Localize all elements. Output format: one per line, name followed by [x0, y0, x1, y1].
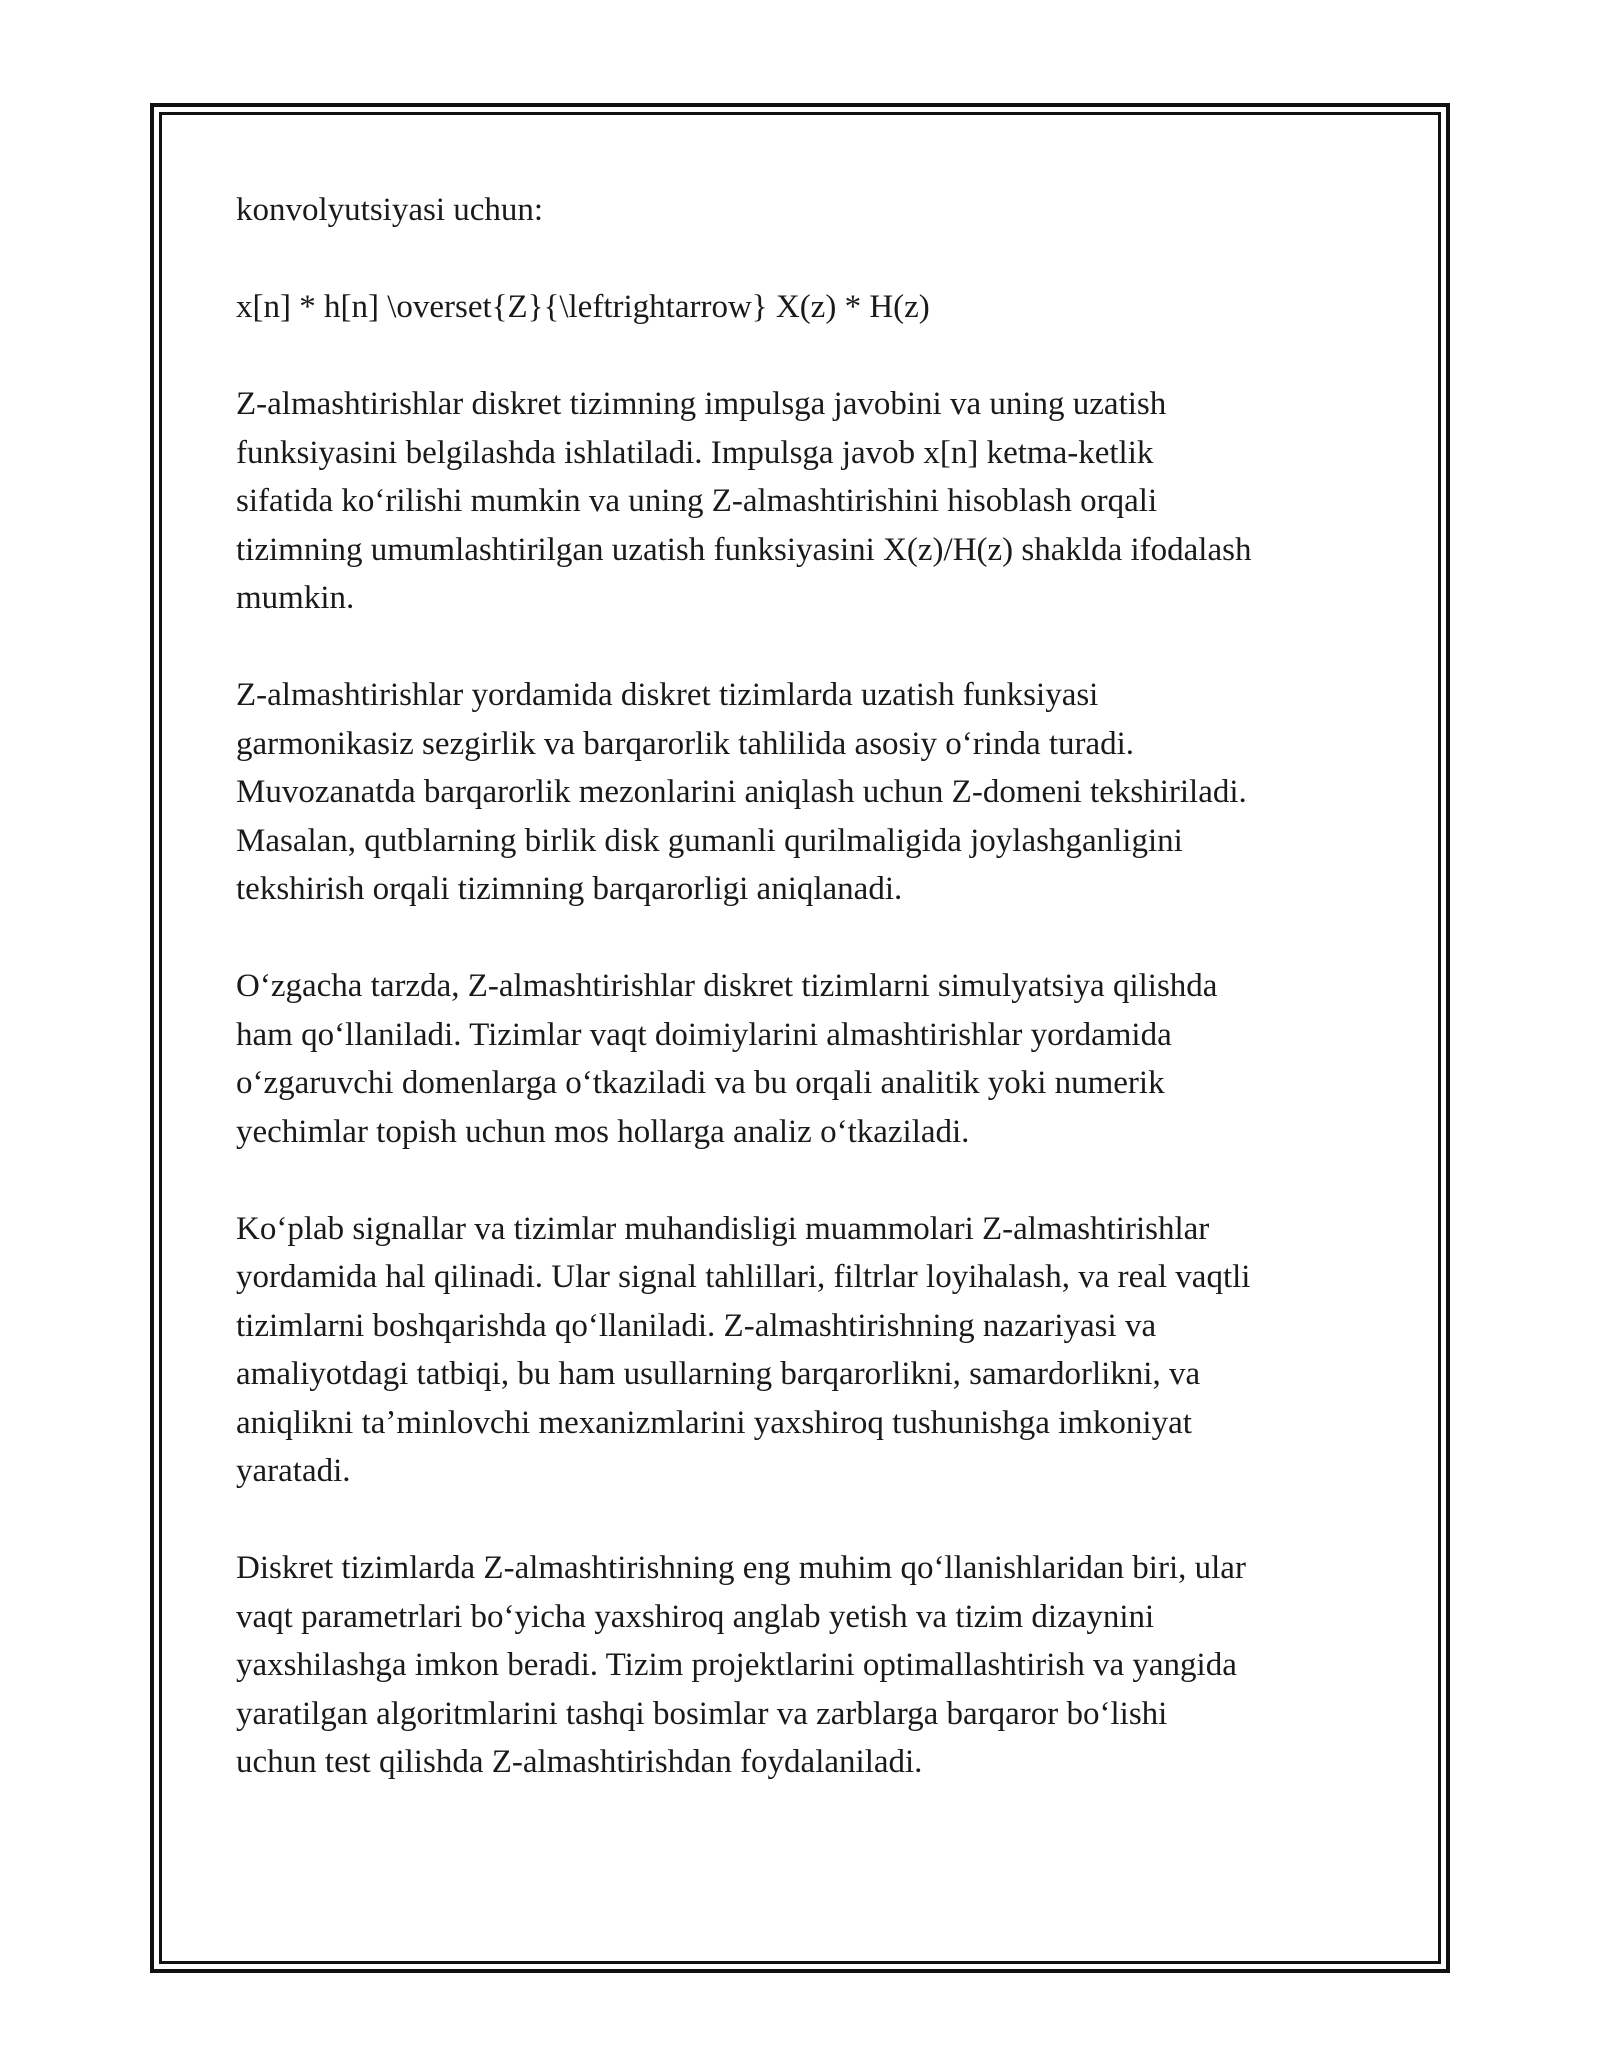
paragraph-simulation: Oʻzgacha tarzda, Z-almashtirishlar diskret tizimlarni simulyatsiya qilishda ham qoʻllaniladi. Tizimlar vaqt doimiylarini almashtirishlar yordamida oʻzgaruvchi domenlarga oʻtkaziladi va bu orqali analitik yoki numerik yechimlar topish uchun mos hollarga analiz oʻtkaziladi. [236, 968, 1218, 1150]
paragraph-engineering: Koʻplab signallar va tizimlar muhandisligi muammolari Z-almashtirishlar yordamida hal qilinadi. Ular signal tahlillari, filtrlar loyihalash, va real vaqtli tizimlarni boshqarishda qoʻllaniladi. Z-almashtirishning nazariyasi va amaliyotdagi tatbiqi, bu ham usullarning barqarorlikni, samardorlikni, va aniqlikni taʼminlovchi mexanizmlarini yaxshiroq tushunishga imkoniyat yaratadi. [236, 1210, 1251, 1489]
paragraph-intro: konvolyutsiyasi uchun: [236, 192, 544, 228]
paragraph-impulse-response: Z-almashtirishlar diskret tizimning impulsga javobini va uning uzatish funksiyasini belgilashda ishlatiladi. Impulsga javob x[n] ketma-ketlik sifatida koʻrilishi mumkin va uning Z-almashtirishini hisoblash orqali tizimning umumlashtirilgan uzatish funksiyasini X(z)/H(z) shaklda ifodalash mumkin. [236, 386, 1252, 616]
paragraph-stability: Z-almashtirishlar yordamida diskret tizimlarda uzatish funksiyasi garmonikasiz sezgirlik va barqarorlik tahlilida asosiy oʻrinda turadi. Muvozanatda barqarorlik mezonlarini aniqlash uchun Z-domeni tekshiriladi. Masalan, qutblarning birlik disk gumanli qurilmaligida joylashganligini tekshirish orqali tizimning barqarorligi aniqlanadi. [236, 677, 1247, 907]
paragraph-applications: Diskret tizimlarda Z-almashtirishning eng muhim qoʻllanishlaridan biri, ular vaqt parametrlari boʻyicha yaxshiroq anglab yetish va tizim dizaynini yaxshilashga imkon beradi. Tizim projektlarini optimallashtirish va yangida yaratilgan algoritmlarini tashqi bosimlar va zarblarga barqaror boʻlishi uchun test qilishda Z-almashtirishdan foydalaniladi. [236, 1550, 1246, 1780]
document-body [236, 186, 1386, 1835]
paragraph-formula: x[n] * h[n] \overset{Z}{\leftrightarrow} X(z) * H(z) [236, 289, 930, 325]
